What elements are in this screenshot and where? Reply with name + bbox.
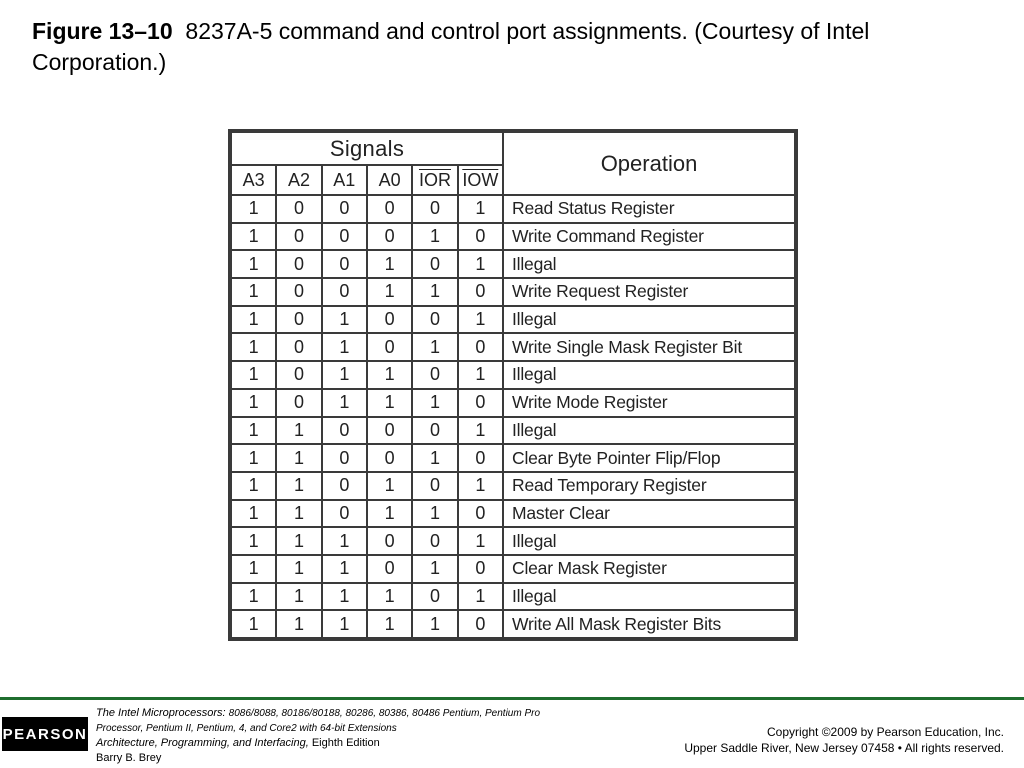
footer-rule — [0, 697, 1024, 700]
table-row — [231, 389, 795, 417]
table-row — [231, 278, 795, 306]
column-header-a0: A0 — [367, 165, 412, 195]
bit-cell-a2: 0 — [276, 195, 321, 223]
signals-header: Signals — [231, 132, 503, 165]
book-author: Barry B. Brey — [96, 752, 162, 764]
bit-cell-iow: 1 — [458, 527, 503, 555]
bit-cell-a3: 1 — [231, 583, 276, 611]
bit-cell-a0: 0 — [367, 555, 412, 583]
operation-cell: Write Request Register — [503, 278, 795, 306]
bit-cell-a0: 0 — [367, 333, 412, 361]
bit-cell-ior: 0 — [412, 361, 457, 389]
bit-cell-a2: 1 — [276, 500, 321, 528]
bit-cell-a3: 1 — [231, 555, 276, 583]
bit-cell-iow: 0 — [458, 500, 503, 528]
book-models: 8086/8088, 80186/80188, 80286, 80386, 80486 Pentium, Pentium Pro Processor, Pentium II, Pentium, 4, and Core2 with 64-bit Extensions — [96, 708, 541, 734]
copyright-block — [684, 724, 1004, 756]
operation-cell: Clear Byte Pointer Flip/Flop — [503, 444, 795, 472]
bit-cell-a0: 1 — [367, 278, 412, 306]
bit-cell-a1: 0 — [322, 500, 367, 528]
table-row — [231, 472, 795, 500]
bit-cell-iow: 0 — [458, 333, 503, 361]
book-edition: Eighth Edition — [311, 737, 380, 749]
table-row — [231, 583, 795, 611]
table-row — [231, 306, 795, 334]
table-row — [231, 361, 795, 389]
bit-cell-a3: 1 — [231, 389, 276, 417]
column-header-a3: A3 — [231, 165, 276, 195]
table-row — [231, 610, 795, 638]
bit-cell-a0: 1 — [367, 472, 412, 500]
bit-cell-a1: 0 — [322, 195, 367, 223]
bit-cell-a0: 0 — [367, 306, 412, 334]
bit-cell-iow: 1 — [458, 250, 503, 278]
bit-cell-ior: 1 — [412, 223, 457, 251]
table-row — [231, 223, 795, 251]
bit-cell-a2: 1 — [276, 583, 321, 611]
operation-cell: Illegal — [503, 250, 795, 278]
bit-cell-ior: 0 — [412, 417, 457, 445]
bit-cell-a3: 1 — [231, 306, 276, 334]
bit-cell-iow: 1 — [458, 417, 503, 445]
operation-header: Operation — [503, 132, 795, 195]
bit-cell-a0: 1 — [367, 361, 412, 389]
bit-cell-a3: 1 — [231, 361, 276, 389]
book-subtitle: Architecture, Programming, and Interfacing, — [96, 737, 309, 749]
bit-cell-a2: 1 — [276, 472, 321, 500]
bit-cell-iow: 1 — [458, 472, 503, 500]
figure-caption: 8237A-5 command and control port assignments. (Courtesy of Intel Corporation.) — [32, 18, 870, 75]
bit-cell-a3: 1 — [231, 500, 276, 528]
operation-cell: Write Mode Register — [503, 389, 795, 417]
bit-cell-a0: 1 — [367, 610, 412, 638]
table-row — [231, 195, 795, 223]
bit-cell-a3: 1 — [231, 472, 276, 500]
table-body — [231, 195, 795, 638]
bit-cell-iow: 1 — [458, 361, 503, 389]
bit-cell-ior: 0 — [412, 195, 457, 223]
operation-cell: Illegal — [503, 417, 795, 445]
table-row — [231, 417, 795, 445]
bit-cell-ior: 0 — [412, 472, 457, 500]
operation-cell: Write Single Mask Register Bit — [503, 333, 795, 361]
bit-cell-a1: 1 — [322, 555, 367, 583]
column-header-a1: A1 — [322, 165, 367, 195]
bit-cell-iow: 1 — [458, 195, 503, 223]
operation-cell: Illegal — [503, 306, 795, 334]
copyright-text: Copyright ©2009 by Pearson Education, Inc. — [767, 725, 1004, 739]
operation-cell: Illegal — [503, 361, 795, 389]
book-title: The Intel Microprocessors: — [96, 707, 226, 719]
bit-cell-iow: 1 — [458, 583, 503, 611]
bit-cell-a0: 0 — [367, 444, 412, 472]
bit-cell-ior: 0 — [412, 306, 457, 334]
bit-cell-iow: 0 — [458, 278, 503, 306]
bit-cell-a1: 0 — [322, 444, 367, 472]
bit-cell-iow: 0 — [458, 555, 503, 583]
bit-cell-ior: 0 — [412, 527, 457, 555]
bit-cell-a1: 1 — [322, 527, 367, 555]
table-row — [231, 333, 795, 361]
bit-cell-iow: 1 — [458, 306, 503, 334]
bit-cell-a1: 1 — [322, 361, 367, 389]
bit-cell-a3: 1 — [231, 417, 276, 445]
bit-cell-a0: 1 — [367, 250, 412, 278]
column-header-a2: A2 — [276, 165, 321, 195]
bit-cell-a0: 0 — [367, 527, 412, 555]
bit-cell-a1: 1 — [322, 306, 367, 334]
operation-cell: Read Temporary Register — [503, 472, 795, 500]
bit-cell-iow: 0 — [458, 223, 503, 251]
bit-cell-a2: 1 — [276, 527, 321, 555]
bit-cell-a2: 1 — [276, 610, 321, 638]
pearson-logo: PEARSON — [2, 717, 88, 751]
table-row — [231, 527, 795, 555]
figure-label: Figure 13–10 — [32, 18, 173, 44]
bit-cell-a2: 1 — [276, 444, 321, 472]
bit-cell-a1: 1 — [322, 610, 367, 638]
bit-cell-a3: 1 — [231, 278, 276, 306]
bit-cell-ior: 1 — [412, 389, 457, 417]
bit-cell-ior: 1 — [412, 500, 457, 528]
slide-title — [32, 16, 992, 78]
bit-cell-a3: 1 — [231, 223, 276, 251]
bit-cell-a2: 0 — [276, 278, 321, 306]
bit-cell-ior: 1 — [412, 444, 457, 472]
bit-cell-a1: 0 — [322, 472, 367, 500]
bit-cell-a2: 0 — [276, 223, 321, 251]
bit-cell-a2: 1 — [276, 417, 321, 445]
bit-cell-iow: 0 — [458, 389, 503, 417]
bit-cell-a1: 0 — [322, 250, 367, 278]
bit-cell-a3: 1 — [231, 444, 276, 472]
bit-cell-a0: 1 — [367, 500, 412, 528]
bit-cell-a1: 0 — [322, 417, 367, 445]
bit-cell-ior: 0 — [412, 250, 457, 278]
book-citation — [96, 706, 566, 766]
bit-cell-iow: 0 — [458, 610, 503, 638]
operation-cell: Clear Mask Register — [503, 555, 795, 583]
bit-cell-a3: 1 — [231, 527, 276, 555]
bit-cell-a1: 0 — [322, 223, 367, 251]
bit-cell-a3: 1 — [231, 610, 276, 638]
port-assignment-table — [230, 131, 796, 639]
operation-cell: Illegal — [503, 583, 795, 611]
operation-cell: Illegal — [503, 527, 795, 555]
bit-cell-a1: 1 — [322, 583, 367, 611]
operation-cell: Write All Mask Register Bits — [503, 610, 795, 638]
column-header-ior: $\overline{IOR}$ — [412, 165, 457, 195]
bit-cell-a3: 1 — [231, 195, 276, 223]
table-row — [231, 500, 795, 528]
bit-cell-a2: 0 — [276, 389, 321, 417]
bit-cell-a0: 0 — [367, 195, 412, 223]
bit-cell-ior: 1 — [412, 610, 457, 638]
bit-cell-ior: 1 — [412, 278, 457, 306]
operation-cell: Write Command Register — [503, 223, 795, 251]
bit-cell-a0: 1 — [367, 583, 412, 611]
bit-cell-a1: 0 — [322, 278, 367, 306]
bit-cell-a3: 1 — [231, 250, 276, 278]
bit-cell-a1: 1 — [322, 333, 367, 361]
bit-cell-ior: 1 — [412, 333, 457, 361]
bit-cell-a2: 1 — [276, 555, 321, 583]
bit-cell-ior: 1 — [412, 555, 457, 583]
bit-cell-a0: 1 — [367, 389, 412, 417]
bit-cell-a0: 0 — [367, 223, 412, 251]
operation-cell: Master Clear — [503, 500, 795, 528]
operation-cell: Read Status Register — [503, 195, 795, 223]
bit-cell-a2: 0 — [276, 333, 321, 361]
bit-cell-ior: 0 — [412, 583, 457, 611]
table-row — [231, 444, 795, 472]
table-row — [231, 555, 795, 583]
bit-cell-a1: 1 — [322, 389, 367, 417]
port-assignment-figure — [228, 129, 798, 641]
table-row — [231, 250, 795, 278]
bit-cell-iow: 0 — [458, 444, 503, 472]
bit-cell-a2: 0 — [276, 361, 321, 389]
publisher-address: Upper Saddle River, New Jersey 07458 • All rights reserved. — [684, 741, 1004, 755]
bit-cell-a2: 0 — [276, 306, 321, 334]
column-header-iow: $\overline{IOW}$ — [458, 165, 503, 195]
bit-cell-a2: 0 — [276, 250, 321, 278]
bit-cell-a0: 0 — [367, 417, 412, 445]
bit-cell-a3: 1 — [231, 333, 276, 361]
